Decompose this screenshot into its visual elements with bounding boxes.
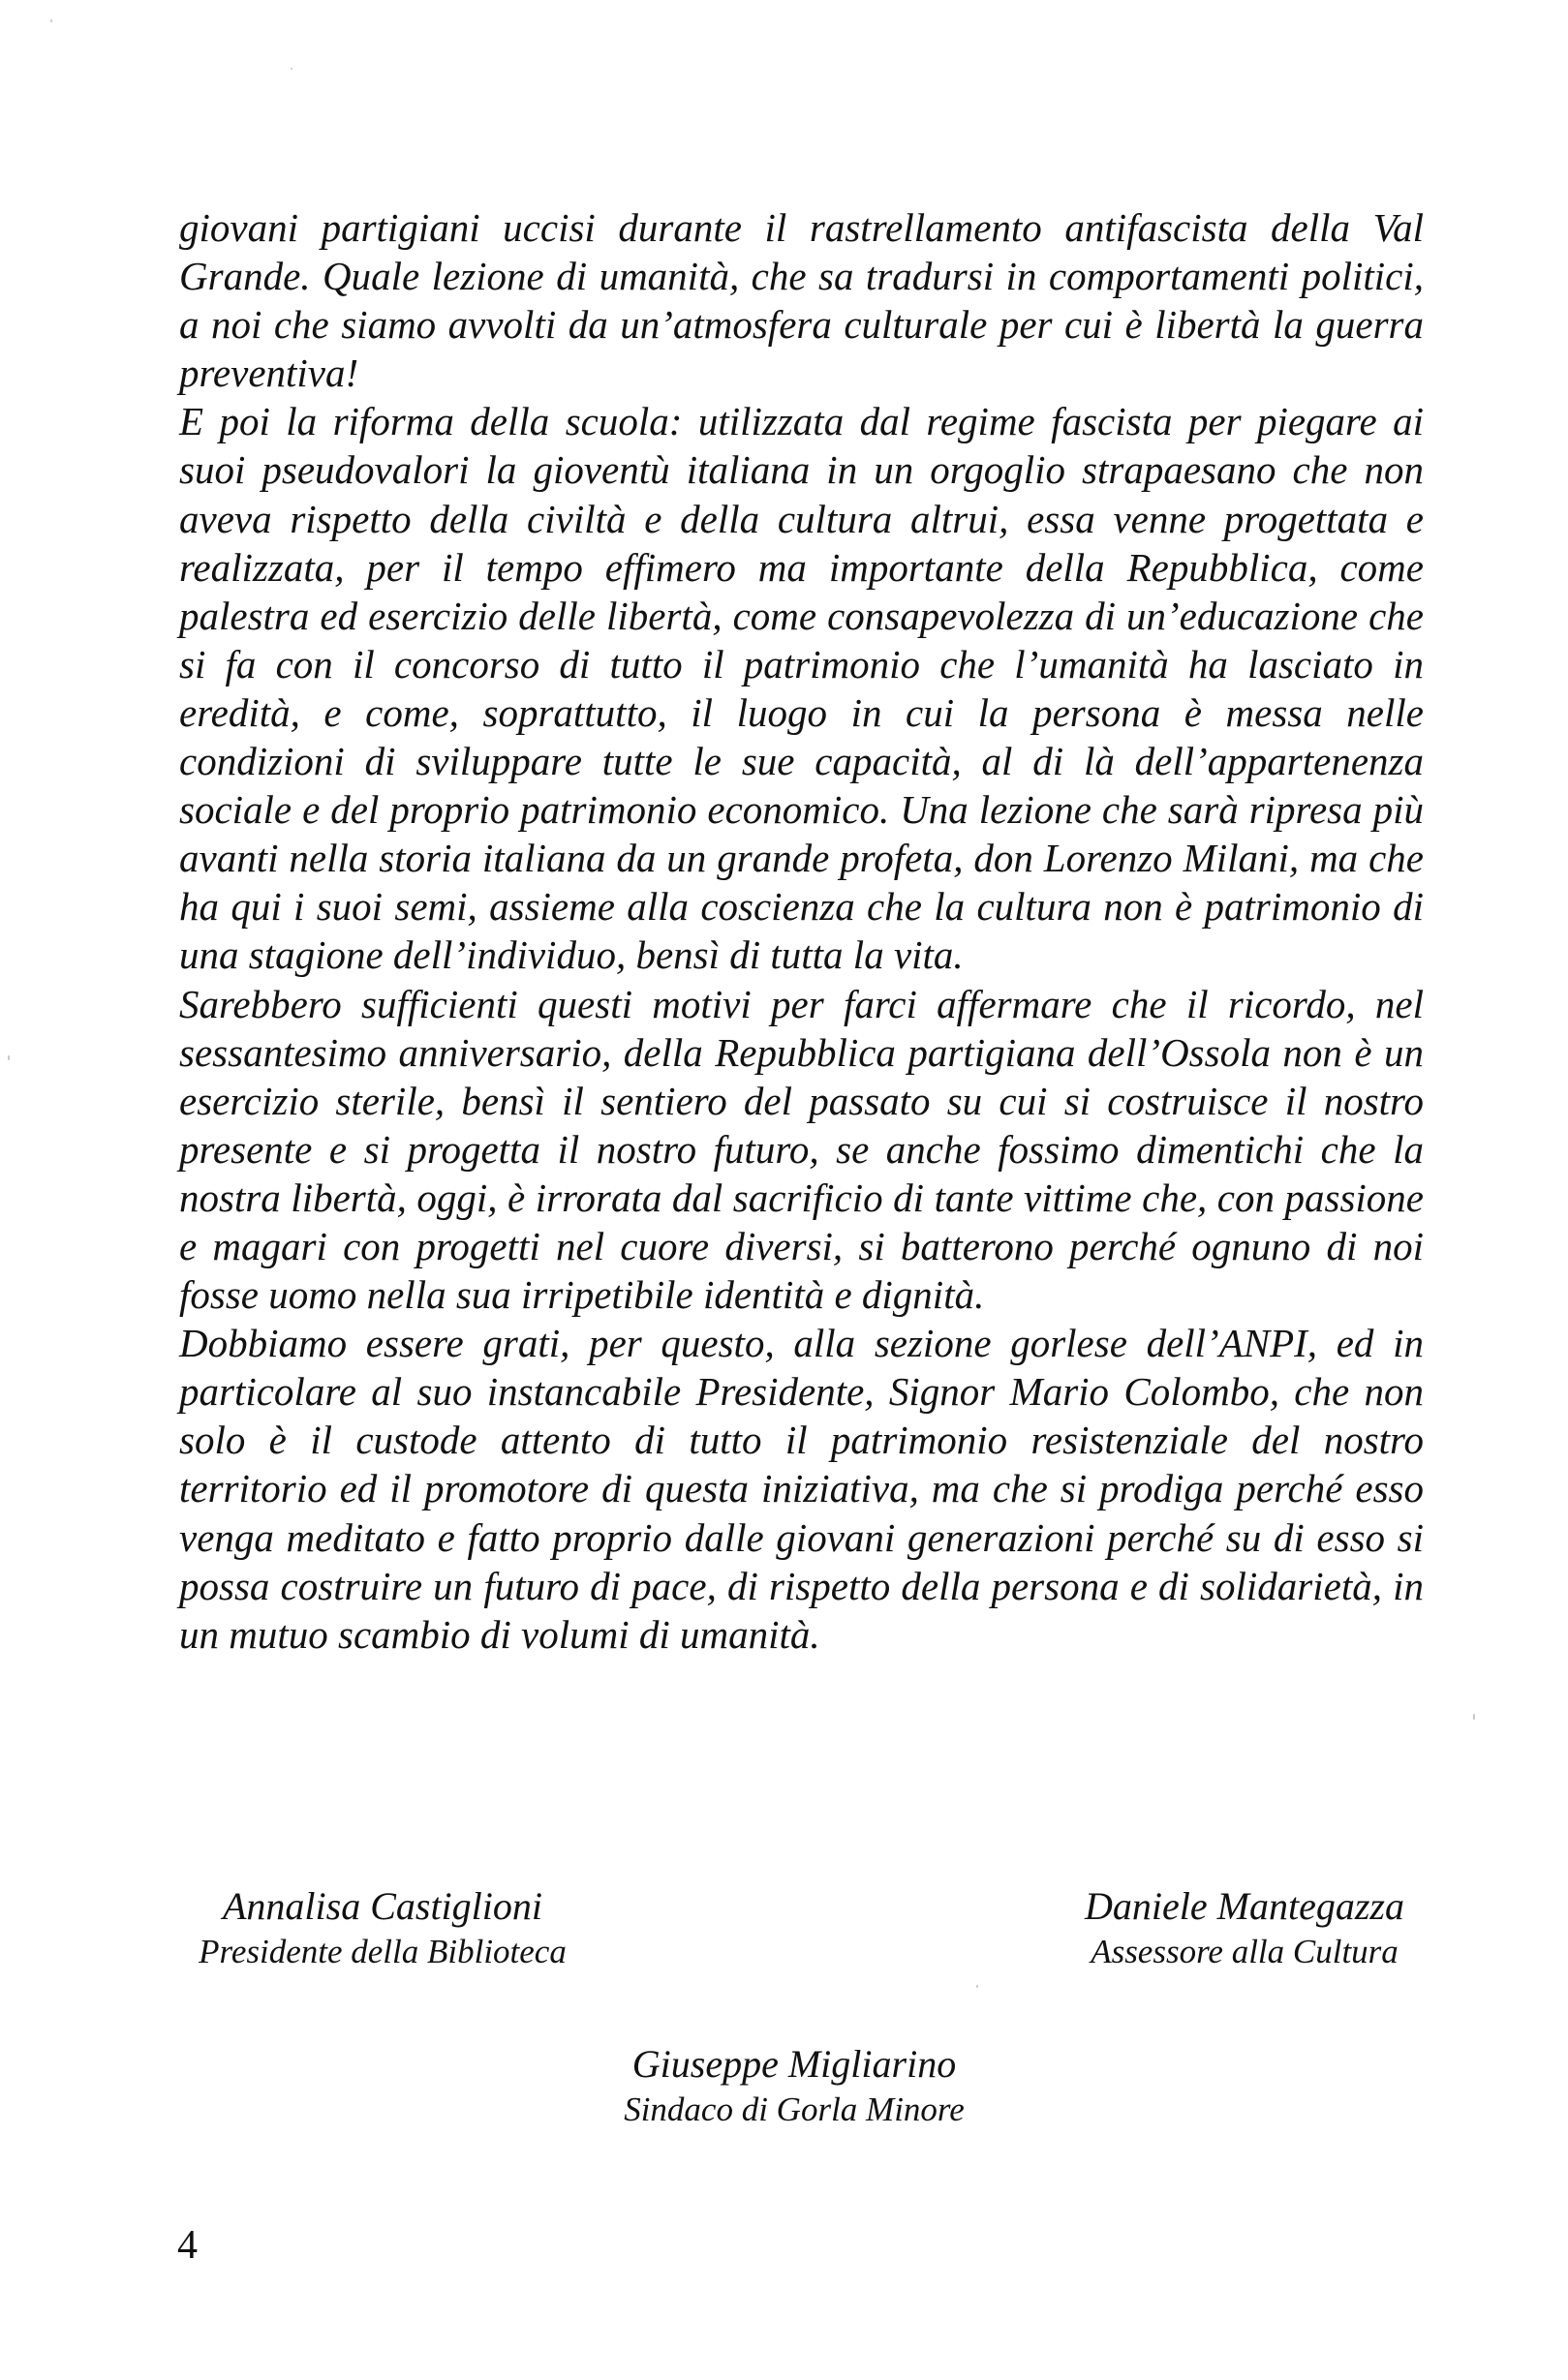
signatory-role: Presidente della Biblioteca: [199, 1933, 567, 1970]
paragraph-2: E poi la riforma della scuola: utilizzata dal regime fascista per piegare ai suoi pseudovalori la gioventù italiana in un orgoglio strapaesano che non aveva rispetto della civiltà e della cultura altrui, essa venne progettata e realizzata, per il tempo effimero ma importante della Repubblica, come palestra ed esercizio delle libertà, come consapevolezza di un’educazione che si fa con il concorso di tutto il patrimonio che l’umanità ha lasciato in eredità, e come, soprattutto, il luogo in cui la persona è messa nelle condizioni di sviluppare tutte le sue capacità, al di là dell’appartenenza sociale e del proprio patrimonio economico. Una lezione che sarà ripresa più avanti nella storia italiana da un grande profeta, don Lorenzo Milani, ma che ha qui i suoi semi, assieme alla coscienza che la cultura non è patrimonio di una stagione dell’individuo, bensì di tutta la vita.: [179, 399, 1424, 978]
paragraph-4: Dobbiamo essere grati, per questo, alla sezione gorlese dell’ANPI, ed in particolare al suo instancabile Presidente, Signor Mario Colombo, che non solo è il custode attento di tutto il patrimonio resistenziale del nostro territorio ed il promotore di questa iniziativa, ma che si prodiga perché esso venga meditato e fatto proprio dalle giovani generazioni perché su di esso si possa costruire un futuro di pace, di rispetto della persona e di solidarietà, in un mutuo scambio di volumi di umanità.: [179, 1321, 1424, 1657]
body-text: [179, 203, 1424, 1659]
signature-right: [1051, 1883, 1438, 1974]
paragraph-1: giovani partigiani uccisi durante il rastrellamento antifascista della Val Grande. Quale lezione di umanità, che sa tradursi in comportamenti politici, a noi che siamo avvolti da un’atmosfera culturale per cui è libertà la guerra preventiva!: [179, 205, 1424, 396]
page-number: 4: [177, 2223, 198, 2268]
scan-speck: [8, 1055, 10, 1060]
scan-speck: [976, 1985, 978, 1988]
scan-speck: [1473, 1714, 1475, 1720]
paragraph-3: Sarebbero sufficienti questi motivi per farci affermare che il ricordo, nel sessantesimo anniversario, della Repubblica partigiana dell’Ossola non è un esercizio sterile, bensì il sentiero del passato su cui si costruisce il nostro presente e si progetta il nostro futuro, se anche fossimo dimentichi che la nostra libertà, oggi, è irrorata dal sacrificio di tante vittime che, con passione e magari con progetti nel cuore diversi, si batterono perché ognuno di noi fosse uomo nella sua irripetibile identità e dignità.: [179, 981, 1424, 1318]
signature-left: [179, 1883, 586, 1974]
signatory-name: Giuseppe Migliarino: [631, 2042, 957, 2086]
scan-speck: [50, 19, 52, 22]
signatory-role: Sindaco di Gorla Minore: [624, 2090, 965, 2128]
signatory-name: Annalisa Castiglioni: [222, 1884, 543, 1928]
signatory-name: Daniele Mantegazza: [1085, 1884, 1404, 1928]
signature-center: [591, 2041, 998, 2132]
signatory-role: Assessore alla Cultura: [1091, 1933, 1399, 1970]
scan-speck: [291, 68, 292, 70]
